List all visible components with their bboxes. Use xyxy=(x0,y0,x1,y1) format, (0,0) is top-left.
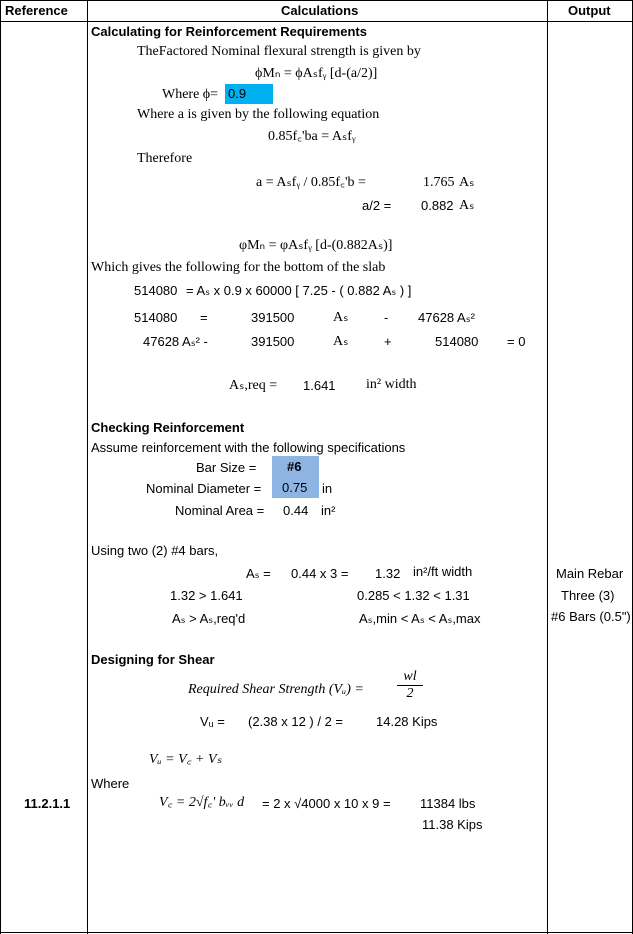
vc-lbs: 11384 lbs xyxy=(420,796,476,811)
vu-calc: (2.38 x 12 ) / 2 = xyxy=(248,714,344,729)
row3-a: 47628 Aₛ² - xyxy=(143,334,208,349)
row2-minus: - xyxy=(384,310,389,325)
half-a-label: a/2 = xyxy=(362,198,392,213)
bar-size-value: #6 xyxy=(287,459,302,474)
vu-value: 14.28 Kips xyxy=(376,714,438,729)
vc-calc: = 2 x √4000 x 10 x 9 = xyxy=(262,796,391,811)
row3-eq0: = 0 xyxy=(507,334,526,349)
a-unit: Aₛ xyxy=(459,175,475,190)
row1-lhs: 514080 xyxy=(134,283,178,298)
compare-2: 0.285 < 1.32 < 1.31 xyxy=(357,588,470,603)
nominal-area-unit: in² xyxy=(321,503,336,518)
top-border xyxy=(0,0,633,1)
output-line-1: Main Rebar xyxy=(556,566,624,581)
section-title-shear: Designing for Shear xyxy=(91,652,215,667)
row1-rest: = Aₛ x 0.9 x 60000 [ 7.25 - ( 0.882 Aₛ ) ] xyxy=(186,283,412,298)
header-calculations: Calculations xyxy=(281,3,359,18)
col-divider-1 xyxy=(87,0,88,934)
therefore-text: Therefore xyxy=(137,151,193,166)
reference-code: 11.2.1.1 xyxy=(24,796,71,811)
row3-c: 514080 xyxy=(435,334,479,349)
row2-b: 391500 xyxy=(251,310,295,325)
compare-3: Aₛ > Aₛ,req'd xyxy=(172,611,246,626)
row3-plus: + xyxy=(384,334,392,349)
nominal-area-value: 0.44 xyxy=(283,503,309,518)
vc-kips: 11.38 Kips xyxy=(422,817,483,832)
row3-b: 391500 xyxy=(251,334,295,349)
half-a-value: 0.882 xyxy=(421,198,454,213)
where-a-text: Where a is given by the following equation xyxy=(137,107,380,122)
row2-a: 514080 xyxy=(134,310,178,325)
nominal-diameter-unit: in xyxy=(322,481,333,496)
phi-label: Where ϕ= xyxy=(162,87,219,102)
equation-moment-expanded: φMₙ = φAₛfᵧ [d-(0.882Aₛ)] xyxy=(239,238,393,253)
phi-value: 0.9 xyxy=(228,86,247,101)
nominal-diameter-value: 0.75 xyxy=(282,480,308,495)
left-border xyxy=(0,0,1,934)
required-shear-fraction xyxy=(397,669,423,701)
header-divider xyxy=(0,21,633,22)
phi-input-cell[interactable] xyxy=(225,84,273,104)
as-req-unit: in² width xyxy=(366,377,417,392)
half-a-unit: Aₛ xyxy=(459,198,475,213)
row2-as: Aₛ xyxy=(333,310,349,325)
section-title-reinforcement: Calculating for Reinforcement Requirements xyxy=(91,24,367,39)
vu-sum-equation: Vᵤ = V꜀ + Vₛ xyxy=(149,752,222,767)
output-line-3: #6 Bars (0.5") xyxy=(551,609,631,624)
bar-size-label: Bar Size = xyxy=(196,460,257,475)
equation-nominal-strength: ϕMₙ = ϕAₛfᵧ [d-(a/2)] xyxy=(255,66,378,81)
row2-c: 47628 Aₛ² xyxy=(418,310,475,325)
nominal-diameter-label: Nominal Diameter = xyxy=(146,481,262,496)
vc-equation: V꜀ = 2√f꜀' bᵥᵥ d xyxy=(159,795,245,810)
col-divider-2 xyxy=(547,0,548,934)
equation-compression: 0.85f꜀'ba = Aₛfᵧ xyxy=(268,129,356,144)
intro-text: TheFactored Nominal flexural strength is given by xyxy=(137,44,421,59)
fraction-numerator: wl xyxy=(403,669,417,684)
header-output: Output xyxy=(568,3,611,18)
header-reference: Reference xyxy=(5,3,68,18)
bar-size-cell[interactable] xyxy=(272,456,319,478)
as-value: 1.32 xyxy=(375,566,401,581)
assume-text: Assume reinforcement with the following specifications xyxy=(91,440,406,455)
vu-label: Vᵤ = xyxy=(200,714,225,729)
bottom-slab-text: Which gives the following for the bottom of the slab xyxy=(91,260,386,275)
fraction-denominator: 2 xyxy=(397,685,423,701)
where-text: Where xyxy=(91,776,130,791)
using-bars-text: Using two (2) #4 bars, xyxy=(91,543,219,558)
a-value: 1.765 xyxy=(423,175,455,190)
section-title-checking: Checking Reinforcement xyxy=(91,420,245,435)
as-unit: in²/ft width xyxy=(413,564,473,579)
compare-1: 1.32 > 1.641 xyxy=(170,588,243,603)
compare-4: Aₛ,min < Aₛ < Aₛ,max xyxy=(359,611,481,626)
as-req-label: Aₛ,req = xyxy=(229,378,278,393)
required-shear-label: Required Shear Strength (Vᵤ) = xyxy=(188,682,364,697)
as-req-value: 1.641 xyxy=(303,378,336,393)
a-equation: a = Aₛfᵧ / 0.85f꜀'b = xyxy=(256,175,366,190)
as-label: Aₛ = xyxy=(246,566,271,581)
bottom-border xyxy=(0,932,633,933)
as-calc: 0.44 x 3 = xyxy=(291,566,349,581)
output-line-2: Three (3) xyxy=(561,588,615,603)
row2-eq: = xyxy=(200,310,208,325)
nominal-area-label: Nominal Area = xyxy=(175,503,265,518)
nominal-diameter-cell[interactable] xyxy=(272,478,319,498)
row3-as: Aₛ xyxy=(333,334,349,349)
